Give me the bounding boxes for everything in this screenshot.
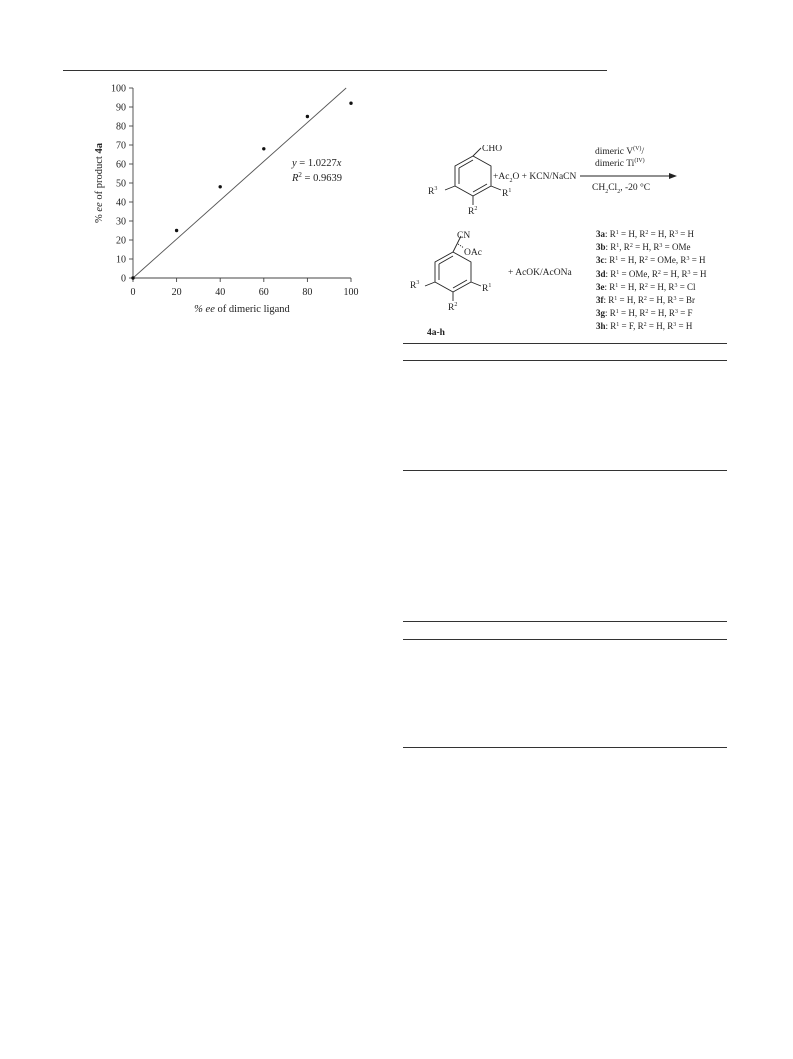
cn-label: CN — [457, 231, 471, 241]
table-rule-3 — [403, 470, 727, 471]
x-ticks — [131, 278, 359, 298]
r1-label: $R^1$ — [502, 188, 512, 199]
product-id-label: 4a-h — [427, 328, 445, 338]
catalyst-ti: dimeric $Ti^{(IV)}$ — [595, 158, 645, 169]
product-r3-label: $R^3$ — [410, 280, 420, 291]
compound-row: 3g: $R^1 = H$, $R^2 = H$, $R^3 = F$ — [596, 308, 693, 319]
y-tick-label: 80 — [116, 121, 126, 133]
y-tick-label: 100 — [111, 83, 126, 95]
r2-label: $R^2$ — [468, 206, 478, 217]
compound-row: 3c: $R^1 = H$, $R^2$ = OMe, $R^3 = H$ — [596, 255, 706, 266]
product-r2-label: $R^2$ — [448, 302, 458, 313]
y-tick-label: 50 — [116, 178, 126, 190]
r-squared: $R^2 = 0.9639$ — [292, 171, 342, 184]
x-tick-label: 0 — [130, 287, 136, 298]
x-axis-label: % ee of dimeric ligand — [194, 304, 290, 315]
data-point — [175, 229, 178, 232]
x-tick-label: 100 — [343, 287, 359, 298]
x-tick-label: 40 — [215, 287, 226, 298]
y-tick-label: 90 — [116, 102, 126, 114]
reagents: $+Ac_2O$ + KCN/NaCN — [493, 172, 577, 184]
byproduct-label: + AcOK/AcONa — [508, 268, 572, 278]
y-tick-label: 70 — [116, 140, 126, 152]
compound-row: 3f: $R^1 = H$, $R^2 = H$, $R^3 = Br$ — [596, 295, 696, 306]
header-rule — [63, 70, 607, 71]
compound-row: 3h: $R^1 = F$, $R^2 = H$, $R^3 = H$ — [596, 321, 693, 332]
data-point — [349, 102, 352, 105]
table-rule-4 — [403, 621, 727, 622]
x-tick-label: 80 — [302, 287, 313, 298]
y-tick-label: 20 — [116, 235, 126, 247]
oac-label: OAc — [464, 248, 482, 258]
x-tick-label: 60 — [258, 287, 269, 298]
fit-equation: y = 1.0227x — [292, 158, 342, 169]
compound-row: 3d: $R^1$ = OMe, $R^2 = H$, $R^3 = H$ — [596, 268, 707, 279]
r3-label: $R^3$ — [428, 186, 438, 197]
ee-correlation-chart — [80, 76, 380, 326]
data-point — [219, 185, 222, 188]
table-rule-2 — [403, 360, 727, 361]
table-rule-5 — [403, 639, 727, 640]
y-tick-label: 60 — [116, 159, 126, 171]
y-axis-label: % ee of product 4a — [94, 143, 105, 223]
product-structure — [425, 236, 481, 301]
x-tick-label: 20 — [171, 287, 182, 298]
arrow-head — [669, 173, 677, 179]
product-r1-label: $R^1$ — [482, 283, 492, 294]
compound-row: 3a: $R^1 = H$, $R^2 = H$, $R^3 = H$ — [596, 229, 695, 239]
compound-row: 3e: $R^1 = H$, $R^2 = H$, $R^3 = Cl$ — [596, 281, 696, 292]
y-ticks — [111, 84, 133, 285]
data-point — [306, 115, 309, 118]
y-tick-label: 0 — [121, 273, 126, 285]
y-tick-label: 30 — [116, 216, 126, 228]
table-rule-1 — [403, 343, 727, 344]
y-tick-label: 40 — [116, 197, 126, 209]
data-points — [131, 102, 352, 280]
compound-list — [596, 228, 707, 334]
compound-row: 3b: $R^1$, $R^2 = H$, $R^3$ = OMe — [596, 242, 691, 253]
conditions: $CH_2Cl_2$, -20 °C — [592, 183, 651, 195]
y-tick-label: 10 — [116, 254, 126, 266]
data-point — [262, 147, 265, 150]
cho-label: CHO — [482, 145, 503, 154]
catalyst-v: dimeric $V^{(V)}/$ — [595, 146, 645, 157]
data-point — [131, 276, 134, 279]
table-rule-6 — [403, 747, 727, 748]
